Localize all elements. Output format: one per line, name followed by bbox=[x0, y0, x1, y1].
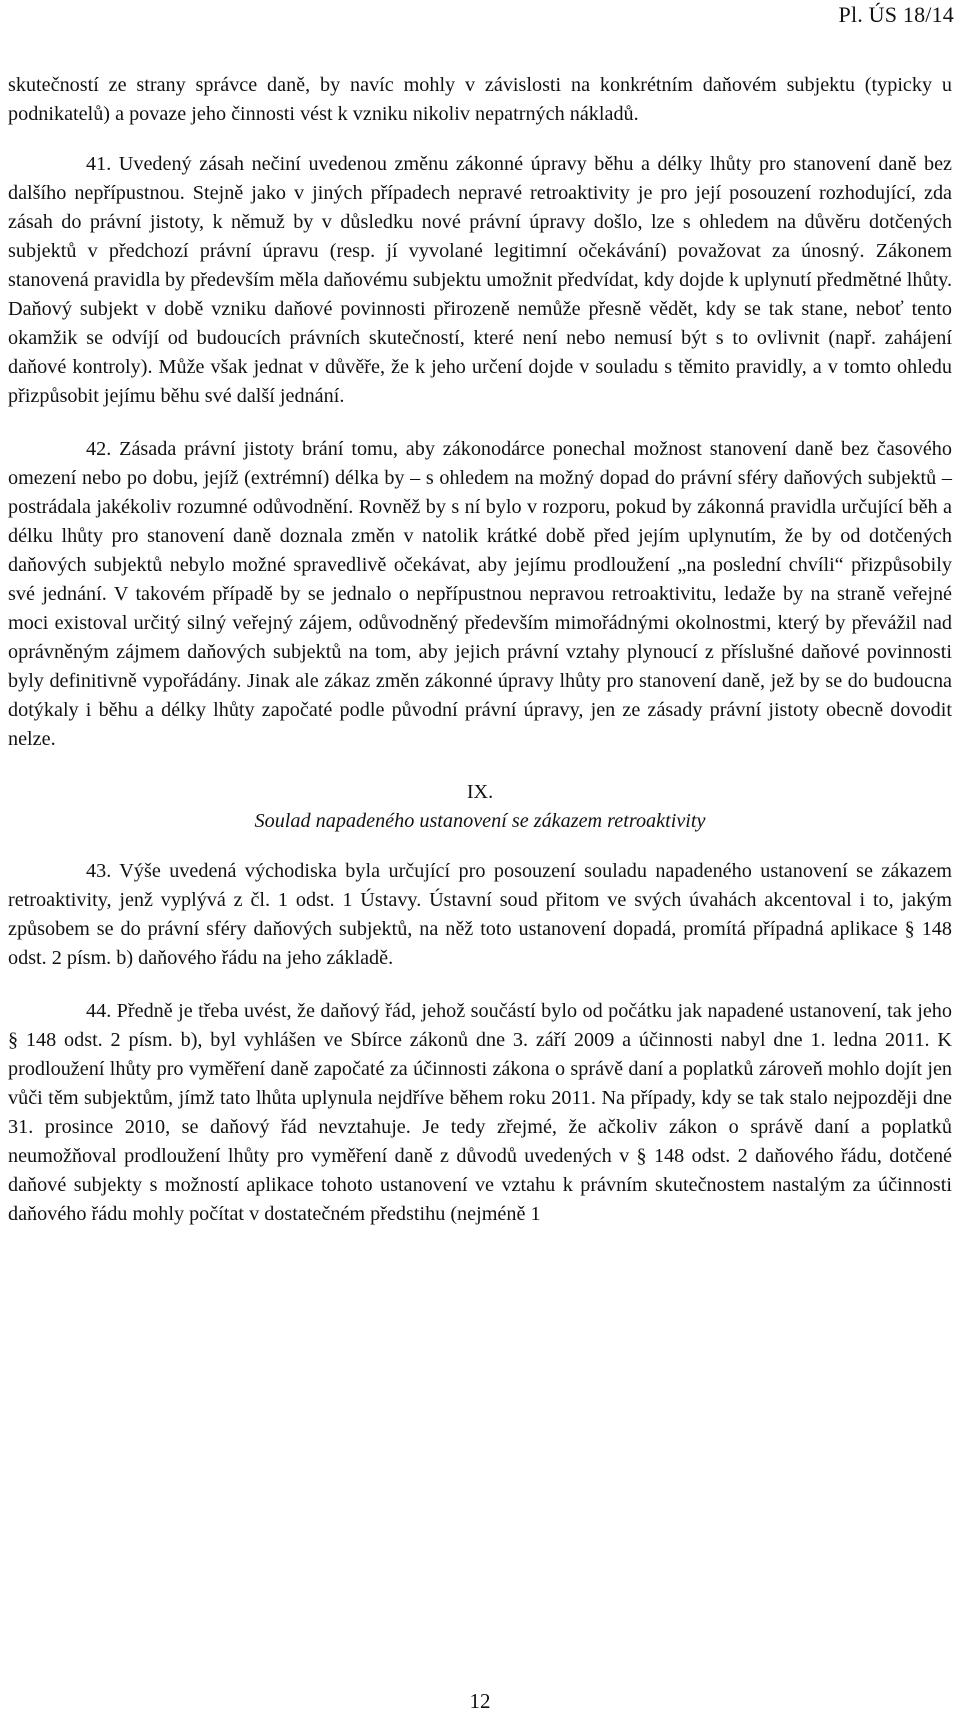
paragraph-42: 42. Zásada právní jistoty brání tomu, aby zákonodárce ponechal možnost stanovení daně bez časového omezení nebo po dobu, jejíž (extrémní) délka by – s ohledem na možný dopad do právní sféry daňových subjektů – postrádala jakékoliv rozumné odůvodnění. Rovněž by s ní bylo v rozporu, pokud by zákonná pravidla určující běh a délku lhůty pro stanovení daně doznala změn v natolik krátké době před jejím uplynutím, že by od dotčených daňových subjektů nebylo možné spravedlivě očekávat, aby jejímu prodloužení „na poslední chvíli“ přizpůsobily své jednání. V takovém případě by se jednalo o nepřípustnou nepravou retroaktivitu, ledaže by na straně veřejné moci existoval určitý silný veřejný zájem, odůvodněný především mimořádnými okolnostmi, který by převážil nad oprávněným zájmem daňových subjektů na tom, aby jejich právní vztahy plynoucí z příslušné daňové povinnosti byly definitivně vypořádány. Jinak ale zákaz změn zákonné úpravy lhůty pro stanovení daně, jež by se do budoucna dotýkaly i běhu a délky lhůty započaté podle původní právní úpravy, jen ze zásady právní jistoty obecně dovodit nelze. bbox=[8, 438, 952, 750]
document-body bbox=[8, 71, 952, 1229]
paragraph-continuation: skutečností ze strany správce daně, by navíc mohly v závislosti na konkrétním daňovém subjektu (typicky u podnikatelů) a povaze jeho činnosti vést k vzniku nikoliv nepatrných nákladů. bbox=[8, 74, 952, 125]
paragraph-44: 44. Předně je třeba uvést, že daňový řád, jehož součástí bylo od počátku jak napadené ustanovení, tak jeho § 148 odst. 2 písm. b), byl vyhlášen ve Sbírce zákonů dne 3. září 2009 a účinnosti nabyl dne 1. ledna 2011. K prodloužení lhůty pro vyměření daně započaté za účinnosti zákona o správě daní a poplatků zároveň mohlo dojít jen vůči těm subjektům, jímž tato lhůta uplynula nejdříve během roku 2011. Na případy, kdy se tak stalo nejpozději dne 31. prosince 2010, se daňový řád nevztahuje. Je tedy zřejmé, že ačkoliv zákon o správě daní a poplatků neumožňoval prodloužení lhůty pro vyměření daně z důvodů uvedených v § 148 odst. 2 daňového řádu, dotčené daňové subjekty s možností aplikace tohoto ustanovení ve vztahu k právním skutečnostem nastalým za účinnosti daňového řádu mohly počítat v dostatečném předstihu (nejméně 1 bbox=[8, 1000, 952, 1225]
paragraph-43: 43. Výše uvedená východiska byla určující pro posouzení souladu napadeného ustanovení se zákazem retroaktivity, jenž vyplývá z čl. 1 odst. 1 Ústavy. Ústavní soud přitom ve svých úvahách akcentoval i to, jakým způsobem se do právní sféry daňových subjektů, na něž toto ustanovení dopadá, promítá případná aplikace § 148 odst. 2 písm. b) daňového řádu na jeho základě. bbox=[8, 860, 952, 969]
section-title: Soulad napadeného ustanovení se zákazem retroaktivity bbox=[254, 810, 706, 832]
page-number: 12 bbox=[469, 1689, 491, 1713]
paragraph-41: 41. Uvedený zásah nečiní uvedenou změnu zákonné úpravy běhu a délky lhůty pro stanovení daně bez dalšího nepřípustnou. Stejně jako v jiných případech nepravé retroaktivity je pro její posouzení rozhodující, zda zásah do právní jistoty, k němuž by v důsledku nové právní úpravy došlo, lze s ohledem na důvěru dotčených subjektů v předchozí právní úpravu (resp. jí vyvolané legitimní očekávání) považovat za únosný. Zákonem stanovená pravidla by především měla daňovému subjektu umožnit předvídat, kdy dojde k uplynutí předmětné lhůty. Daňový subjekt v době vzniku daňové povinnosti přirozeně nemůže přesně vědět, kdy se tak stane, neboť tento okamžik se odvíjí od budoucích právních skutečností, které není nebo nemusí být s to ovlivnit (např. zahájení daňové kontroly). Může však jednat v důvěře, že k jeho určení dojde v souladu s těmito pravidly, a v tomto ohledu přizpůsobit jejímu běhu své další jednání. bbox=[8, 153, 952, 407]
section-numeral: IX. bbox=[466, 781, 494, 803]
case-reference: Pl. ÚS 18/14 bbox=[838, 2, 954, 27]
